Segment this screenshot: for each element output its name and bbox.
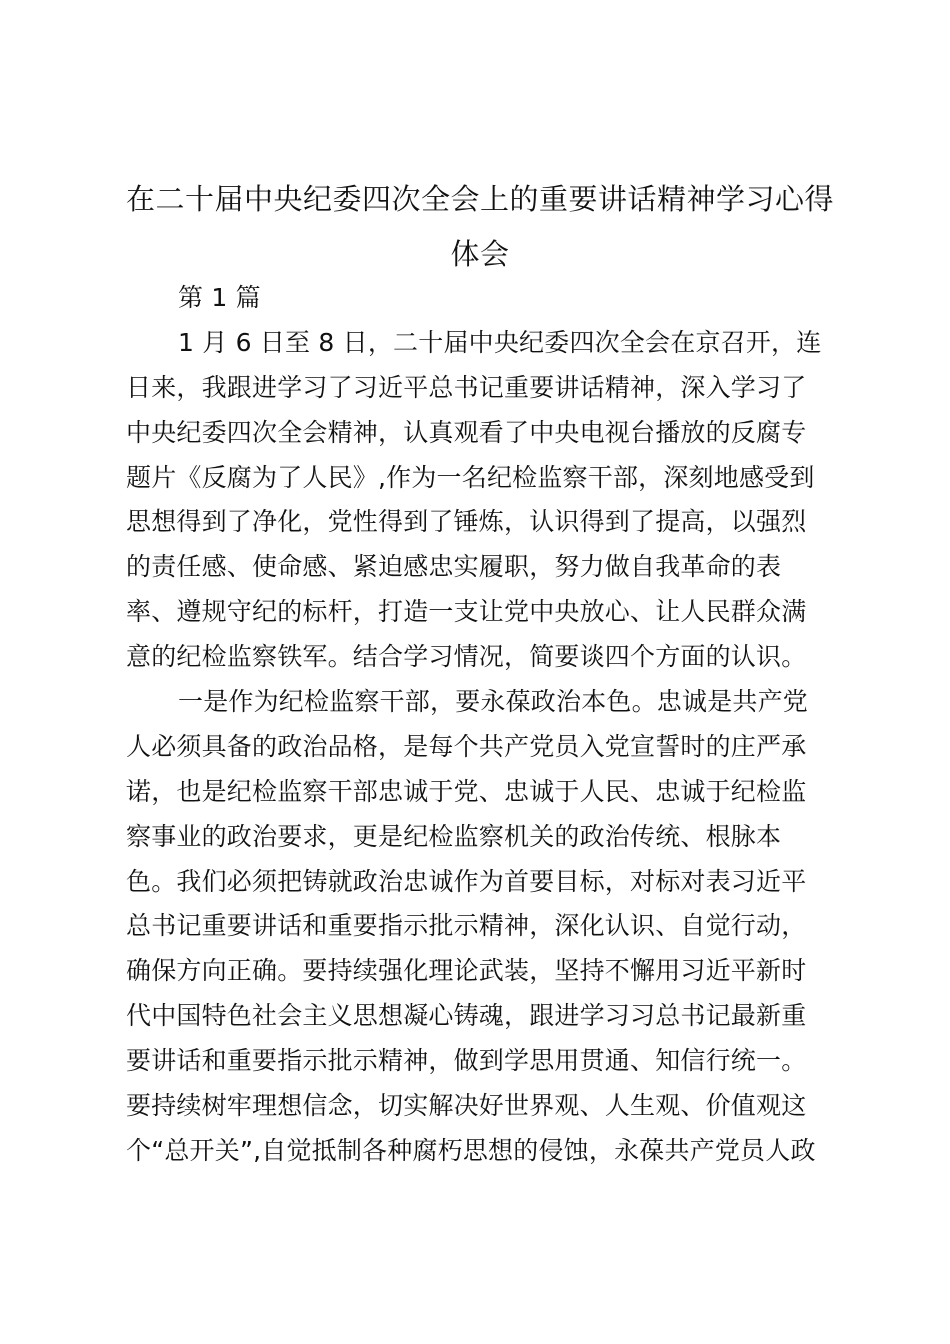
paragraph-1-line: 中央纪委四次全会精神，认真观看了中央电视台播放的反腐专	[126, 417, 807, 447]
document-body	[126, 276, 838, 1174]
paragraph-1-line: 1 月 6 日至 8 日，二十届中央纪委四次全会在京召开，连	[178, 327, 822, 357]
paragraph-1-line: 的责任感、使命感、紧迫感忠实履职，努力做自我革命的表	[126, 552, 782, 582]
paragraph-1-line: 率、遵规守纪的标杆，打造一支让党中央放心、让人民群众满	[126, 597, 807, 627]
paragraph-2-line: 要持续树牢理想信念，切实解决好世界观、人生观、价值观这	[126, 1091, 807, 1121]
paragraph-2-line: 色。我们必须把铸就政治忠诚作为首要目标，对标对表习近平	[126, 866, 807, 896]
paragraph-2-line: 个“总开关”,自觉抵制各种腐朽思想的侵蚀，永葆共产党员人政	[126, 1135, 816, 1165]
title-line-2: 体会	[450, 237, 510, 271]
paragraph-2-line: 要讲话和重要指示批示精神，做到学思用贯通、知信行统一。	[126, 1046, 807, 1076]
paragraph-2-line: 诺，也是纪检监察干部忠诚于党、忠诚于人民、忠诚于纪检监	[126, 776, 807, 806]
paragraph-1-line: 题片《反腐为了人民》,作为一名纪检监察干部，深刻地感受到	[126, 462, 815, 492]
paragraph-1-line: 思想得到了净化，党性得到了锤炼，认识得到了提高，以强烈	[126, 507, 807, 537]
paragraph-1-line: 意的纪检监察铁军。结合学习情况，简要谈四个方面的认识。	[126, 642, 807, 672]
section-label: 第 1 篇	[178, 283, 261, 312]
paragraph-2-line: 一是作为纪检监察干部，要永葆政治本色。忠诚是共产党	[178, 687, 809, 717]
paragraph-2-line: 确保方向正确。要持续强化理论武装，坚持不懈用习近平新时	[126, 956, 807, 986]
document-title	[125, 172, 835, 282]
paragraph-2-line: 察事业的政治要求，更是纪检监察机关的政治传统、根脉本	[126, 821, 782, 851]
title-line-1: 在二十届中央纪委四次全会上的重要讲话精神学习心得	[125, 182, 834, 216]
paragraph-2-line: 人必须具备的政治品格，是每个共产党员入党宣誓时的庄严承	[126, 731, 807, 761]
paragraph-1-line: 日来，我跟进学习了习近平总书记重要讲话精神，深入学习了	[126, 372, 807, 402]
paragraph-2-line: 总书记重要讲话和重要指示批示精神，深化认识、自觉行动，	[126, 911, 807, 941]
paragraph-2-line: 代中国特色社会主义思想凝心铸魂，跟进学习习总书记最新重	[126, 1001, 807, 1031]
